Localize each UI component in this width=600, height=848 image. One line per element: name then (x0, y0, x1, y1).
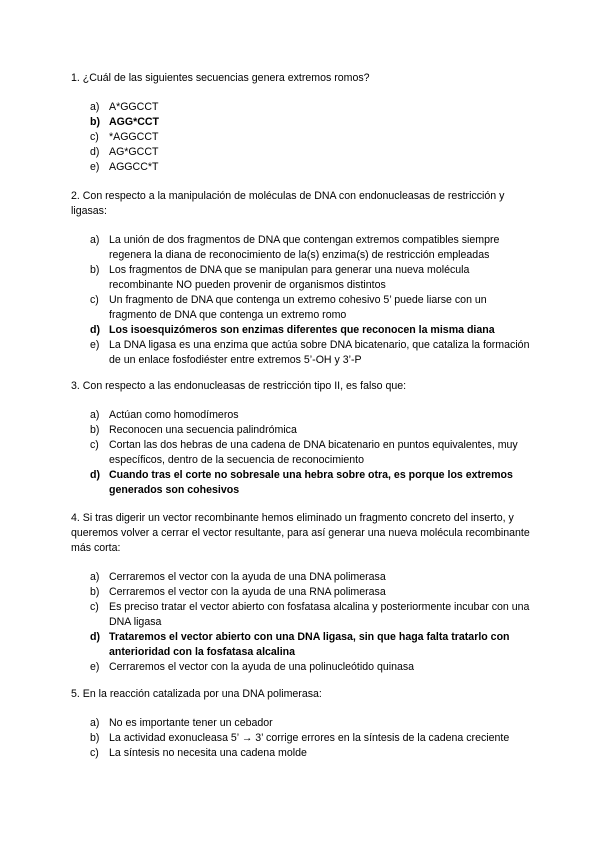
option (90, 233, 530, 263)
option-text: AG*GCCT (109, 146, 159, 158)
option (90, 585, 530, 600)
option (90, 746, 530, 761)
option-text: AGGCC*T (109, 161, 159, 173)
option-letter: a) (90, 717, 100, 729)
option-text: No es importante tener un cebador (109, 717, 273, 729)
option-letter: c) (90, 439, 99, 451)
option-letter: d) (90, 631, 100, 643)
option-correct (90, 468, 530, 498)
option-text: Actúan como homodímeros (109, 409, 239, 421)
option-correct (90, 115, 530, 130)
option-letter: c) (90, 294, 99, 306)
option (90, 145, 530, 160)
option-text: La DNA ligasa es una enzima que actúa sobre DNA bicatenario, que cataliza la formación de un enlace fosfodiéster entre extremos 5’-OH y 3’-P (109, 339, 530, 366)
option-text: Trataremos el vector abierto con una DNA ligasa, sin que haga falta tratarlo con anterioridad con la fosfatasa alcalina (109, 631, 510, 658)
option-letter: e) (90, 339, 100, 351)
option-letter: b) (90, 732, 100, 744)
option-text: AGG*CCT (109, 116, 160, 128)
option-text: Reconocen una secuencia palindrómica (109, 424, 297, 436)
option-correct (90, 323, 530, 338)
option-text: Los fragmentos de DNA que se manipulan para generar una nueva molécula recombinante NO pueden provenir de organismos distintos (109, 264, 470, 291)
option-text: La síntesis no necesita una cadena molde (109, 747, 307, 759)
question-3-options (90, 408, 530, 498)
option (90, 100, 530, 115)
option-text: Cuando tras el corte no sobresale una hebra sobre otra, es porque los extremos generados son cohesivos (109, 469, 513, 496)
option-text: Un fragmento de DNA que contenga un extremo cohesivo 5’ puede liarse con un fragmento de DNA que contenga un extremo romo (109, 294, 487, 321)
option-letter: a) (90, 234, 100, 246)
option-letter: a) (90, 101, 100, 113)
option-text: Cerraremos el vector con la ayuda de una DNA polimerasa (109, 571, 386, 583)
option-letter: d) (90, 469, 100, 481)
option-text: Los isoesquizómeros son enzimas diferentes que reconocen la misma diana (109, 324, 495, 336)
option-letter: a) (90, 409, 100, 421)
option (90, 731, 530, 746)
question-5-options (90, 716, 530, 761)
option-text: A*GGCCT (109, 101, 159, 113)
option-letter: d) (90, 146, 100, 158)
question-5-text: 5. En la reacción catalizada por una DNA polimerasa: (71, 688, 322, 700)
option (90, 293, 530, 323)
option-letter: c) (90, 131, 99, 143)
option-text: Cerraremos el vector con la ayuda de una polinucleótido quinasa (109, 661, 415, 673)
option-text: Cortan las dos hebras de una cadena de DNA bicatenario en puntos equivalentes, muy específicos, dentro de la secuencia de reconocimiento (109, 439, 518, 466)
option-letter: e) (90, 661, 100, 673)
question-2-options (90, 233, 530, 368)
option (90, 716, 530, 731)
option (90, 438, 530, 468)
option (90, 600, 530, 630)
question-1-text: 1. ¿Cuál de las siguientes secuencias genera extremos romos? (71, 72, 370, 84)
option-letter: b) (90, 116, 100, 128)
option-letter: b) (90, 264, 100, 276)
option-letter: c) (90, 747, 99, 759)
option-text: La actividad exonucleasa 5’ → 3’ corrige errores en la síntesis de la cadena creciente (109, 732, 510, 744)
option-text: *AGGCCT (109, 131, 159, 143)
option-letter: d) (90, 324, 100, 336)
option-letter: a) (90, 571, 100, 583)
option (90, 660, 530, 675)
option (90, 263, 530, 293)
question-4-text: 4. Si tras digerir un vector recombinante hemos eliminado un fragmento concreto del inserto, y queremos volver a cerrar el vector resultante, para así generar una nueva molécula recombinante más corta: (71, 512, 530, 554)
question-1-options (90, 100, 530, 175)
question-4-options (90, 570, 530, 675)
option-letter: b) (90, 424, 100, 436)
option-correct (90, 630, 530, 660)
option (90, 130, 530, 145)
option-letter: c) (90, 601, 99, 613)
option-text: La unión de dos fragmentos de DNA que contengan extremos compatibles siempre regenera la diana de reconocimiento de la(s) enzima(s) de restricción empleadas (109, 234, 500, 261)
option-letter: b) (90, 586, 100, 598)
option (90, 408, 530, 423)
option-letter: e) (90, 161, 100, 173)
option (90, 338, 530, 368)
option (90, 570, 530, 585)
option-text: Es preciso tratar el vector abierto con fosfatasa alcalina y posteriormente incubar con una DNA ligasa (109, 601, 530, 628)
question-3-text: 3. Con respecto a las endonucleasas de restricción tipo II, es falso que: (71, 380, 407, 392)
option-text: Cerraremos el vector con la ayuda de una RNA polimerasa (109, 586, 386, 598)
option (90, 423, 530, 438)
option (90, 160, 530, 175)
question-2-text: 2. Con respecto a la manipulación de moléculas de DNA con endonucleasas de restricción y ligasas: (71, 190, 505, 217)
